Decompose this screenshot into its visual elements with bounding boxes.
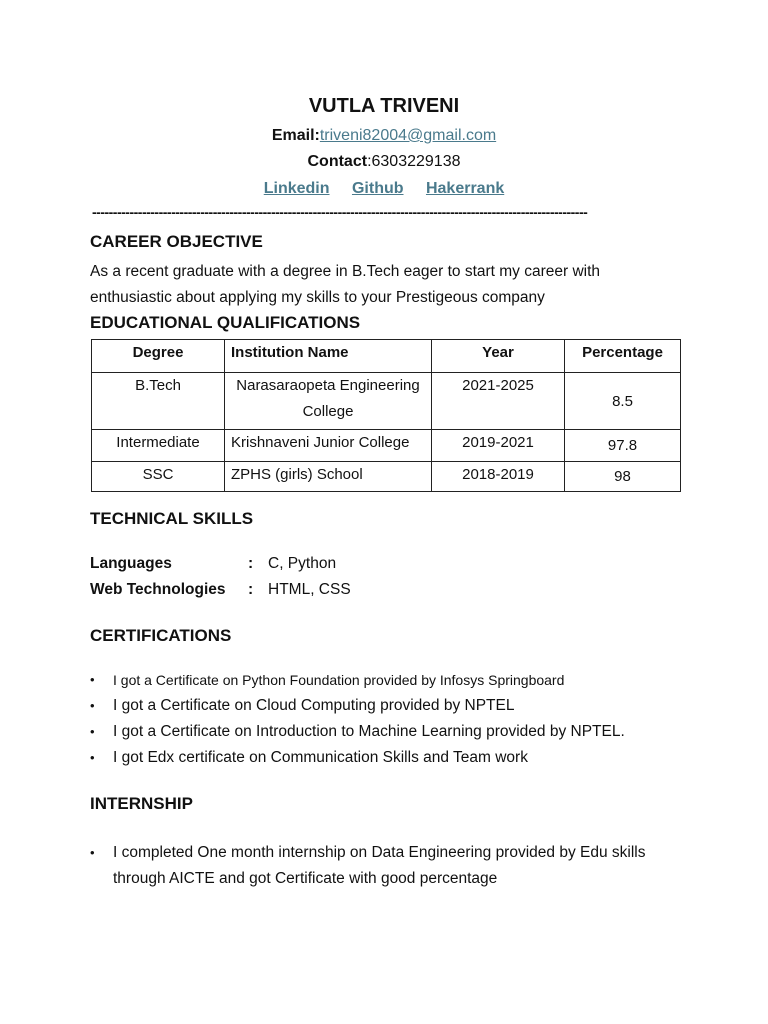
email-line bbox=[0, 127, 768, 145]
career-objective-heading: CAREER OBJECTIVE bbox=[90, 232, 263, 251]
cell-year: 2018-2019 bbox=[432, 462, 565, 492]
list-item bbox=[90, 693, 690, 719]
column-header-degree: Degree bbox=[92, 340, 225, 373]
skill-value: HTML, CSS bbox=[268, 581, 351, 598]
linkedin-link[interactable]: Linkedin bbox=[263, 180, 330, 197]
cell-institution: Krishnaveni Junior College bbox=[225, 430, 432, 462]
technical-skills-heading: TECHNICAL SKILLS bbox=[90, 509, 254, 528]
table-row bbox=[92, 373, 681, 430]
certifications-heading: CERTIFICATIONS bbox=[90, 626, 232, 645]
list-item bbox=[90, 840, 680, 892]
certifications-list bbox=[90, 667, 690, 771]
cell-degree: B.Tech bbox=[92, 373, 225, 430]
cell-percentage: 97.8 bbox=[565, 430, 681, 462]
certification-text: I got a Certificate on Python Foundation provided by Infosys Springboard bbox=[113, 672, 565, 688]
skill-value: C, Python bbox=[268, 555, 337, 572]
list-item bbox=[90, 745, 690, 771]
career-objective-line: As a recent graduate with a degree in B.Tech eager to start my career with bbox=[90, 263, 601, 280]
cell-year: 2021-2025 bbox=[432, 373, 565, 430]
github-link[interactable]: Github bbox=[351, 180, 404, 197]
cell-percentage: 98 bbox=[565, 462, 681, 492]
career-objective-line: enthusiastic about applying my skills to your Prestigeous company bbox=[90, 289, 545, 306]
table-row bbox=[92, 430, 681, 462]
certification-text: I got Edx certificate on Communication Skills and Team work bbox=[113, 749, 528, 766]
internship-text: I completed One month internship on Data Engineering provided by Edu skills through AICTE and got Certificate with good percentage bbox=[113, 844, 646, 887]
career-objective-text bbox=[90, 259, 690, 311]
skill-label: Languages bbox=[90, 555, 172, 572]
cell-institution: Narasaraopeta Engineering College bbox=[225, 373, 432, 430]
bullet-icon: • bbox=[90, 672, 95, 687]
email-link[interactable]: triveni82004@gmail.com bbox=[319, 127, 497, 144]
table-row bbox=[92, 462, 681, 492]
table-header-row bbox=[92, 340, 681, 373]
cell-degree: Intermediate bbox=[92, 430, 225, 462]
contact-label: Contact bbox=[307, 153, 368, 170]
cell-percentage: 8.5 bbox=[565, 373, 681, 430]
skill-row-languages bbox=[90, 555, 336, 573]
bullet-icon: • bbox=[90, 698, 95, 713]
list-item bbox=[90, 667, 690, 693]
education-table bbox=[91, 339, 681, 492]
skill-label: Web Technologies bbox=[90, 581, 226, 598]
column-header-institution: Institution Name bbox=[225, 340, 432, 373]
contact-line bbox=[0, 153, 768, 171]
certification-text: I got a Certificate on Cloud Computing provided by NPTEL bbox=[113, 697, 515, 714]
column-header-percentage: Percentage bbox=[565, 340, 681, 373]
list-item bbox=[90, 719, 690, 745]
column-header-year: Year bbox=[432, 340, 565, 373]
internship-list bbox=[90, 840, 680, 892]
hackerrank-link[interactable]: Hakerrank bbox=[425, 180, 505, 197]
skill-colon: : bbox=[248, 555, 254, 572]
divider: ----------------------------------------------------------------------------------------------------------------------- bbox=[92, 204, 588, 220]
bullet-icon: • bbox=[90, 750, 95, 765]
profile-links bbox=[0, 180, 768, 198]
contact-number: :6303229138 bbox=[367, 153, 461, 170]
email-label: Email: bbox=[271, 127, 320, 144]
certification-text: I got a Certificate on Introduction to Machine Learning provided by NPTEL. bbox=[113, 723, 625, 740]
candidate-name: VUTLA TRIVENI bbox=[308, 95, 460, 117]
bullet-icon: • bbox=[90, 724, 95, 739]
internship-heading: INTERNSHIP bbox=[90, 794, 193, 813]
education-heading: EDUCATIONAL QUALIFICATIONS bbox=[90, 313, 361, 332]
skill-row-web-technologies bbox=[90, 581, 351, 599]
cell-year: 2019-2021 bbox=[432, 430, 565, 462]
cell-institution: ZPHS (girls) School bbox=[225, 462, 432, 492]
cell-degree: SSC bbox=[92, 462, 225, 492]
skill-colon: : bbox=[248, 581, 254, 598]
bullet-icon: • bbox=[90, 845, 95, 860]
